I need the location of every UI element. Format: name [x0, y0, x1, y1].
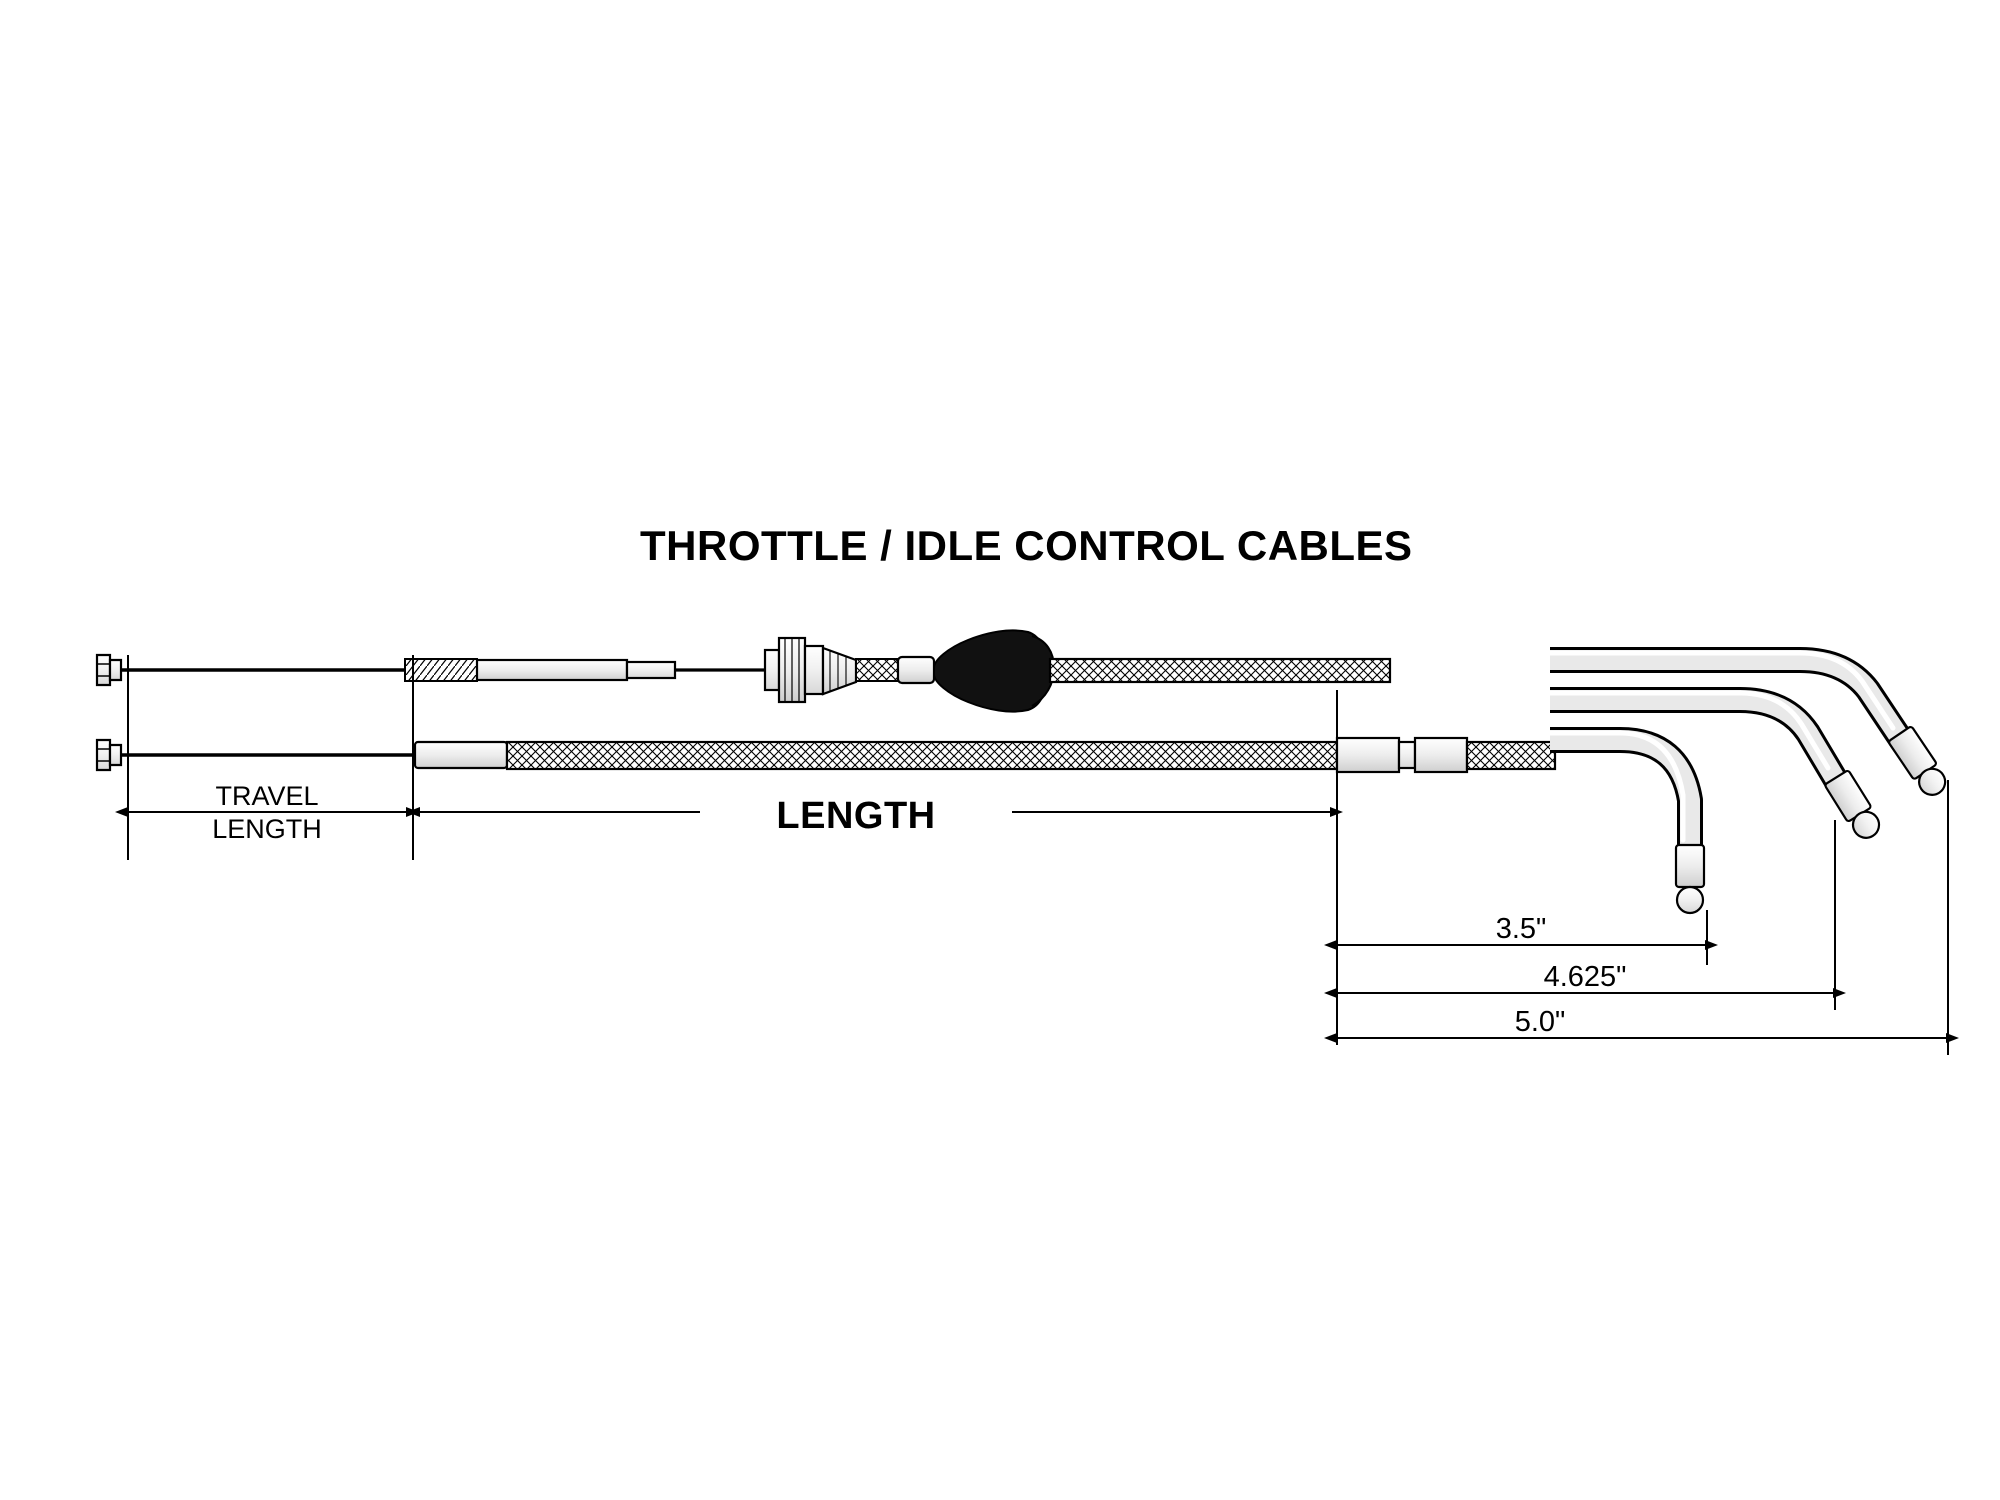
lower-braided-housing: [507, 742, 1337, 769]
upper-cable: [97, 630, 1390, 711]
figure-title: THROTTLE / IDLE CONTROL CABLES: [640, 522, 1413, 569]
dimension-3-5-label: 3.5": [1495, 913, 1547, 945]
lower-adjuster-body-2: [1415, 738, 1467, 772]
upper-ferrule-b: [898, 657, 934, 683]
dimension-4-625-label: 4.625": [1543, 961, 1627, 993]
upper-coil-wrap: [405, 659, 477, 681]
lower-adjuster-body: [1337, 738, 1399, 772]
upper-sleeve-a: [477, 660, 627, 680]
dimension-5-0: [1337, 1006, 1946, 1038]
lower-braided-housing-2: [1467, 742, 1555, 769]
elbow-end-3-5: [1550, 733, 1704, 913]
upper-splitter-boot: [934, 630, 1046, 711]
dimension-travel-length: [128, 781, 406, 844]
upper-braided-housing: [1050, 659, 1390, 682]
upper-collar-a: [627, 662, 675, 678]
upper-adjuster: [765, 638, 856, 702]
travel-length-label-line1: TRAVEL: [215, 781, 319, 811]
length-label: LENGTH: [776, 795, 936, 837]
dimension-3-5: [1337, 913, 1705, 945]
dimension-5-0-label: 5.0": [1514, 1006, 1566, 1038]
lower-barrel-end: [97, 740, 121, 770]
travel-length-label-line2: LENGTH: [212, 814, 322, 844]
upper-barrel-end: [97, 655, 121, 685]
upper-braid-short: [856, 659, 898, 681]
lower-ferrule-a: [415, 742, 507, 768]
dimension-length: [420, 795, 1330, 837]
dimension-4-625: [1337, 961, 1833, 993]
elbow-end-5-0: [1550, 653, 1951, 800]
lower-adjuster-nut: [1399, 742, 1415, 768]
